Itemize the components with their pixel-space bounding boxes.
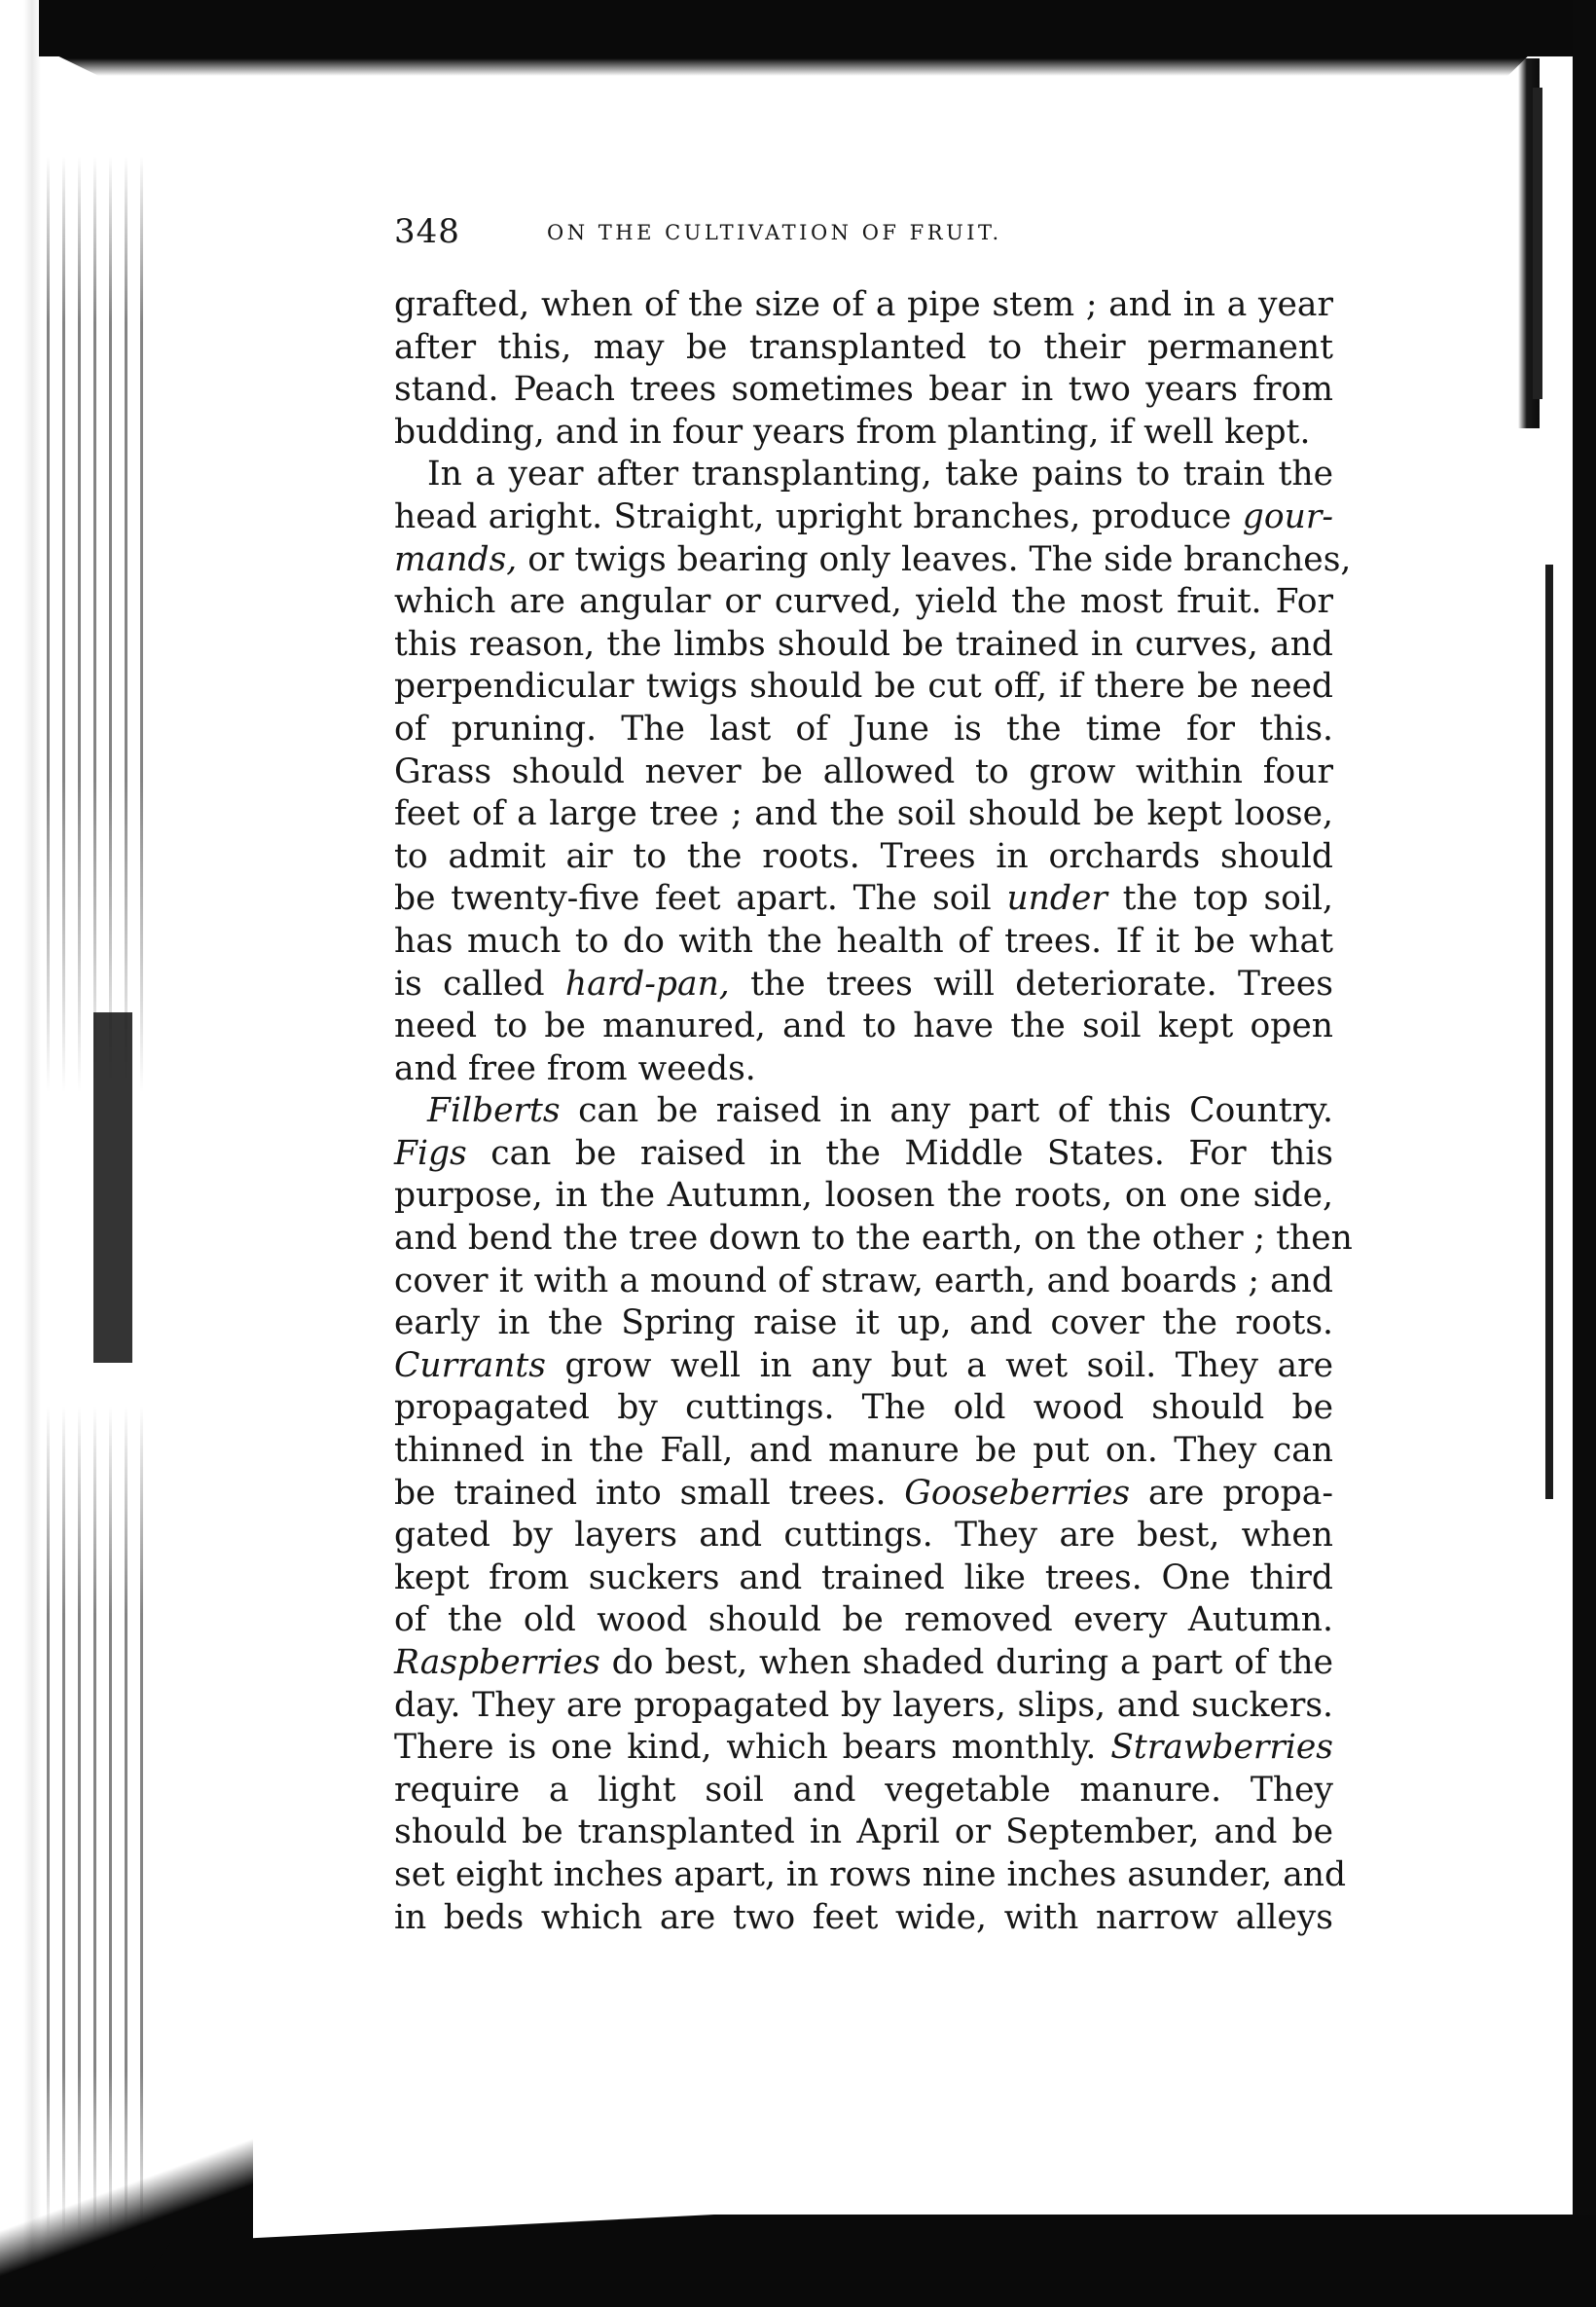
- text-line: [394, 1770, 1333, 1813]
- scan-right-rule-lower: [1545, 565, 1553, 1499]
- text-run: There is one kind, which bears monthly.: [394, 1728, 1111, 1768]
- text-run: this reason, the limbs should be trained in curves, and: [394, 624, 1333, 664]
- italic-run: hard-pan,: [564, 964, 730, 1004]
- text-run: which are angular or curved, yield the most fruit. For: [394, 582, 1333, 622]
- text-line: [394, 1302, 1333, 1345]
- italic-run: Gooseberries: [904, 1473, 1131, 1513]
- text-line: [394, 1642, 1333, 1685]
- text-line: [394, 412, 1333, 455]
- text-run: feet of a large tree ; and the soil should be kept loose,: [394, 794, 1333, 834]
- scan-right-shadow: [1573, 0, 1596, 2307]
- text-run: early in the Spring raise it up, and cover the roots.: [394, 1303, 1333, 1343]
- italic-run: under: [1006, 879, 1107, 919]
- text-run: has much to do with the health of trees. If it be what: [394, 921, 1333, 961]
- text-line: [394, 1048, 1333, 1091]
- running-head: ON THE CULTIVATION OF FRUIT.: [547, 221, 1002, 244]
- page-number: 348: [394, 212, 460, 251]
- text-line: [394, 1175, 1333, 1218]
- text-line: [394, 1854, 1347, 1897]
- body-text: [394, 284, 1353, 1939]
- text-run: purpose, in the Autumn, loosen the roots, on one side,: [394, 1176, 1333, 1216]
- text-run: gated by layers and cuttings. They are best, when: [394, 1516, 1333, 1556]
- text-run: after this, may be transplanted to their permanent: [394, 327, 1333, 367]
- text-line: [394, 284, 1333, 327]
- text-run: or twigs bearing only leaves. The side branches,: [517, 539, 1352, 579]
- text-line: [394, 1473, 1333, 1516]
- text-line: [394, 327, 1333, 370]
- text-run: the top soil,: [1106, 879, 1333, 919]
- text-run: perpendicular twigs should be cut off, if there be need: [394, 667, 1333, 707]
- text-run: and bend the tree down to the earth, on the other ; then: [394, 1219, 1353, 1259]
- text-run: propagated by cuttings. The old wood should be: [394, 1388, 1333, 1428]
- text-line: [394, 751, 1333, 794]
- text-line: [394, 1599, 1333, 1642]
- text-line: [394, 1345, 1333, 1388]
- text-line: [394, 1727, 1333, 1770]
- text-run: is called: [394, 964, 565, 1004]
- text-run: Grass should never be allowed to grow within four: [394, 751, 1333, 791]
- text-run: the trees will deteriorate. Trees: [729, 964, 1333, 1004]
- text-line: [394, 666, 1333, 709]
- page-header: [394, 212, 1333, 271]
- text-line: [394, 1387, 1333, 1430]
- text-line: [394, 836, 1333, 879]
- book-page: [394, 212, 1353, 1939]
- text-line: [394, 921, 1333, 964]
- text-line: [394, 1261, 1333, 1303]
- text-run: to admit air to the roots. Trees in orchards should: [394, 836, 1333, 876]
- text-line: [394, 496, 1333, 539]
- italic-run: Filberts: [427, 1091, 561, 1131]
- italic-run: Raspberries: [394, 1643, 600, 1682]
- text-line: [394, 1090, 1333, 1133]
- text-run: thinned in the Fall, and manure be put on. They can: [394, 1431, 1333, 1471]
- text-line: [394, 1812, 1333, 1854]
- italic-run: Strawberries: [1110, 1728, 1333, 1768]
- italic-run: Figs: [394, 1133, 467, 1173]
- text-run: of the old wood should be removed every Autumn.: [394, 1600, 1333, 1640]
- italic-run: mands,: [394, 539, 518, 579]
- text-line: [394, 369, 1333, 412]
- text-line: [394, 1218, 1353, 1261]
- text-run: of pruning. The last of June is the time for this.: [394, 709, 1333, 749]
- text-run: be trained into small trees.: [394, 1473, 905, 1513]
- text-line: [394, 964, 1333, 1007]
- text-run: head aright. Straight, upright branches, produce: [394, 496, 1243, 536]
- text-run: day. They are propagated by layers, slips, and suckers.: [394, 1685, 1333, 1725]
- text-run: be twenty-five feet apart. The soil: [394, 879, 1007, 919]
- text-line: [394, 624, 1333, 667]
- text-line: [394, 581, 1333, 624]
- scan-bottom-shadow: [127, 2215, 1596, 2307]
- scan-top-shadow-taper: [39, 47, 1538, 76]
- text-run: stand. Peach trees sometimes bear in two years from: [394, 370, 1333, 410]
- text-run: can be raised in any part of this Country.: [560, 1091, 1333, 1131]
- text-line: [394, 1515, 1333, 1557]
- text-run: kept from suckers and trained like trees. One third: [394, 1557, 1333, 1597]
- text-run: do best, when shaded during a part of the: [599, 1643, 1333, 1682]
- text-run: can be raised in the Middle States. For this: [466, 1133, 1333, 1173]
- text-run: set eight inches apart, in rows nine inches asunder, and: [394, 1854, 1347, 1894]
- text-run: In a year after transplanting, take pains to train the: [427, 455, 1333, 494]
- text-run: need to be manured, and to have the soil kept open: [394, 1007, 1333, 1046]
- text-line: [394, 1897, 1333, 1940]
- text-line: [394, 793, 1333, 836]
- italic-run: gour-: [1242, 496, 1333, 536]
- book-binding-dark-patch: [93, 1012, 132, 1363]
- italic-run: Currants: [394, 1345, 546, 1385]
- text-run: grafted, when of the size of a pipe stem ; and in a year: [394, 285, 1333, 324]
- text-line: [394, 709, 1333, 751]
- text-line: [394, 1133, 1333, 1176]
- text-line: [394, 1430, 1333, 1473]
- text-line: [394, 878, 1333, 921]
- text-run: should be transplanted in April or September, and be: [394, 1813, 1333, 1852]
- text-run: budding, and in four years from planting, if well kept.: [394, 412, 1311, 452]
- text-line: [394, 1006, 1333, 1048]
- text-run: require a light soil and vegetable manure. They: [394, 1770, 1333, 1810]
- text-run: are propa-: [1130, 1473, 1333, 1513]
- scan-right-rule-upper: [1533, 88, 1542, 399]
- text-line: [394, 454, 1333, 496]
- text-run: in beds which are two feet wide, with narrow alleys: [394, 1897, 1333, 1937]
- text-line: [394, 1557, 1333, 1600]
- text-line: [394, 1685, 1333, 1728]
- text-run: and free from weeds.: [394, 1048, 756, 1088]
- text-run: cover it with a mound of straw, earth, and boards ; and: [394, 1261, 1333, 1300]
- text-run: grow well in any but a wet soil. They are: [545, 1345, 1333, 1385]
- text-line: [394, 539, 1352, 582]
